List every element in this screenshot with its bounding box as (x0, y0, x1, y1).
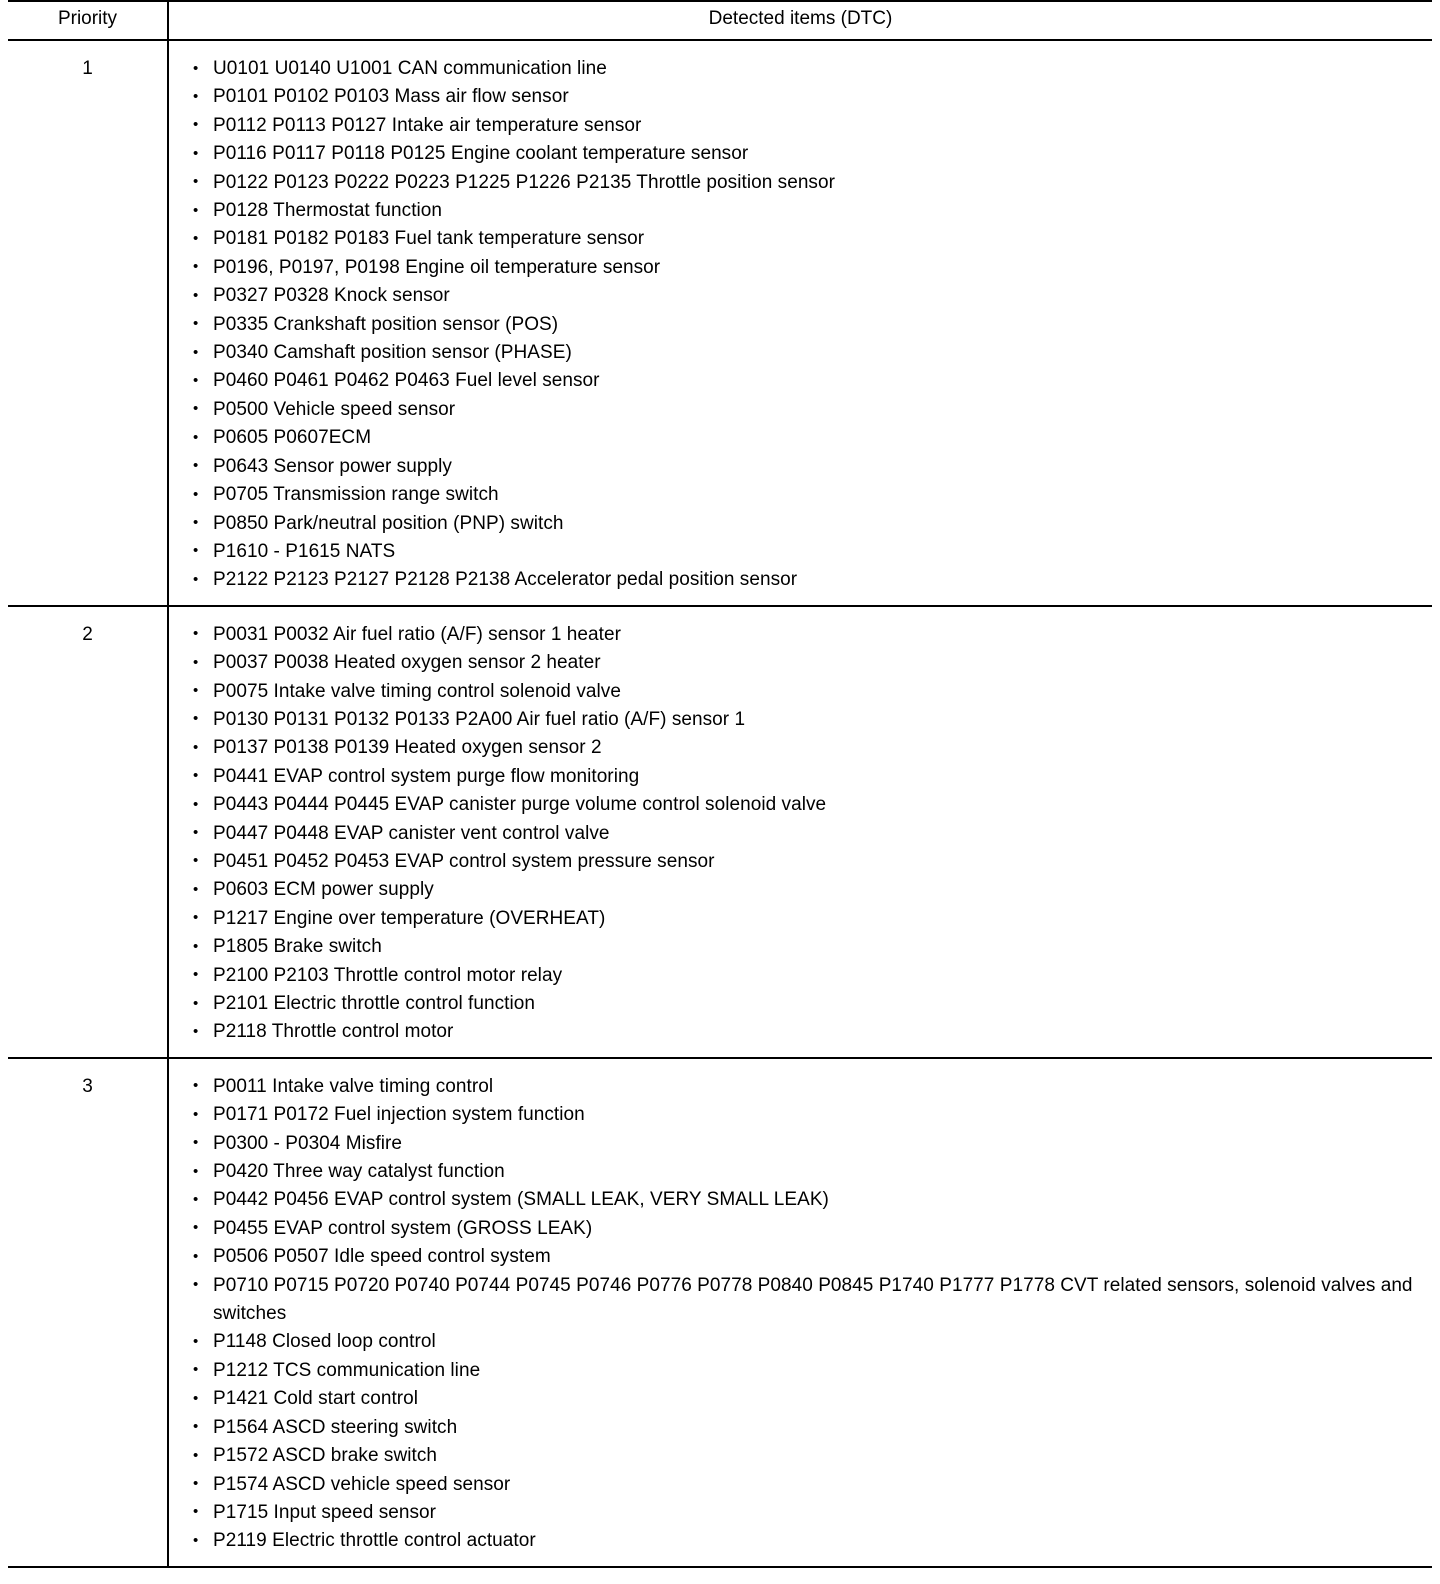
list-item: • P0506 P0507 Idle speed control system (191, 1243, 1422, 1271)
list-item: • P0122 P0123 P0222 P0223 P1225 P1226 P2135 Throttle position sensor (191, 169, 1422, 197)
dtc-list (191, 55, 1422, 595)
list-item: • P0300 - P0304 Misfire (191, 1130, 1422, 1158)
priority-cell (8, 606, 168, 1058)
list-item: • P1610 - P1615 NATS (191, 538, 1422, 566)
list-item: • P1212 TCS communication line (191, 1357, 1422, 1385)
list-item: • P0455 EVAP control system (GROSS LEAK) (191, 1215, 1422, 1243)
list-item: • P0705 Transmission range switch (191, 481, 1422, 509)
table-header (8, 1, 1432, 40)
detected-items-cell (168, 40, 1432, 606)
list-item: • P0420 Three way catalyst function (191, 1158, 1422, 1186)
list-item: • P0442 P0456 EVAP control system (SMALL LEAK, VERY SMALL LEAK) (191, 1186, 1422, 1214)
column-header-priority: Priority (8, 1, 168, 40)
list-item: • P0850 Park/neutral position (PNP) switch (191, 510, 1422, 538)
priority-cell (8, 1058, 168, 1567)
list-item: • P0603 ECM power supply (191, 876, 1422, 904)
list-item: • P0031 P0032 Air fuel ratio (A/F) sensor 1 heater (191, 621, 1422, 649)
list-item: • P2118 Throttle control motor (191, 1018, 1422, 1046)
list-item: • P0112 P0113 P0127 Intake air temperature sensor (191, 112, 1422, 140)
list-item: • P0137 P0138 P0139 Heated oxygen sensor 2 (191, 734, 1422, 762)
list-item: • P2119 Electric throttle control actuator (191, 1527, 1422, 1555)
list-item: • P2100 P2103 Throttle control motor relay (191, 962, 1422, 990)
list-item: • P0710 P0715 P0720 P0740 P0744 P0745 P0746 P0776 P0778 P0840 P0845 P1740 P1777 P1778 CVT related sensors, solenoid valves and switches (191, 1272, 1422, 1329)
list-item: • P1715 Input speed sensor (191, 1499, 1422, 1527)
list-item: • P0101 P0102 P0103 Mass air flow sensor (191, 83, 1422, 111)
list-item: • P1572 ASCD brake switch (191, 1442, 1422, 1470)
priority-value: 1 (82, 58, 93, 79)
priority-value: 2 (82, 623, 93, 645)
list-item: • P0460 P0461 P0462 P0463 Fuel level sensor (191, 367, 1422, 395)
list-item: • P0340 Camshaft position sensor (PHASE) (191, 339, 1422, 367)
table-row (8, 40, 1432, 606)
list-item: • P0441 EVAP control system purge flow monitoring (191, 763, 1422, 791)
list-item: • P0451 P0452 P0453 EVAP control system pressure sensor (191, 848, 1422, 876)
list-item: • P0335 Crankshaft position sensor (POS) (191, 311, 1422, 339)
list-item: • P0130 P0131 P0132 P0133 P2A00 Air fuel ratio (A/F) sensor 1 (191, 706, 1422, 734)
list-item: • P1217 Engine over temperature (OVERHEAT) (191, 905, 1422, 933)
table-body (8, 40, 1432, 1567)
list-item: • P0500 Vehicle speed sensor (191, 396, 1422, 424)
table-row (8, 1058, 1432, 1567)
table-row (8, 606, 1432, 1058)
list-item: • P1421 Cold start control (191, 1385, 1422, 1413)
list-item: • P0011 Intake valve timing control (191, 1073, 1422, 1101)
list-item: • P0443 P0444 P0445 EVAP canister purge volume control solenoid valve (191, 791, 1422, 819)
detected-items-cell (168, 606, 1432, 1058)
detected-items-cell (168, 1058, 1432, 1567)
list-item: • P0181 P0182 P0183 Fuel tank temperature sensor (191, 225, 1422, 253)
priority-cell (8, 40, 168, 606)
table-header-row (8, 1, 1432, 40)
list-item: • P0075 Intake valve timing control solenoid valve (191, 678, 1422, 706)
list-item: • U0101 U0140 U1001 CAN communication line (191, 55, 1422, 83)
list-item: • P2122 P2123 P2127 P2128 P2138 Accelerator pedal position sensor (191, 566, 1422, 594)
list-item: • P1564 ASCD steering switch (191, 1414, 1422, 1442)
list-item: • P0037 P0038 Heated oxygen sensor 2 heater (191, 649, 1422, 677)
list-item: • P1574 ASCD vehicle speed sensor (191, 1471, 1422, 1499)
list-item: • P0327 P0328 Knock sensor (191, 282, 1422, 310)
dtc-list (191, 621, 1422, 1047)
dtc-priority-table (8, 0, 1432, 1568)
list-item: • P1148 Closed loop control (191, 1328, 1422, 1356)
list-item: • P0128 Thermostat function (191, 197, 1422, 225)
list-item: • P2101 Electric throttle control function (191, 990, 1422, 1018)
list-item: • P0116 P0117 P0118 P0125 Engine coolant temperature sensor (191, 140, 1422, 168)
list-item: • P0196, P0197, P0198 Engine oil temperature sensor (191, 254, 1422, 282)
list-item: • P1805 Brake switch (191, 933, 1422, 961)
priority-value: 3 (82, 1075, 93, 1097)
list-item: • P0447 P0448 EVAP canister vent control valve (191, 820, 1422, 848)
list-item: • P0643 Sensor power supply (191, 453, 1422, 481)
list-item: • P0605 P0607ECM (191, 424, 1422, 452)
list-item: • P0171 P0172 Fuel injection system function (191, 1101, 1422, 1129)
column-header-detected-items: Detected items (DTC) (168, 1, 1432, 40)
dtc-list (191, 1073, 1422, 1556)
